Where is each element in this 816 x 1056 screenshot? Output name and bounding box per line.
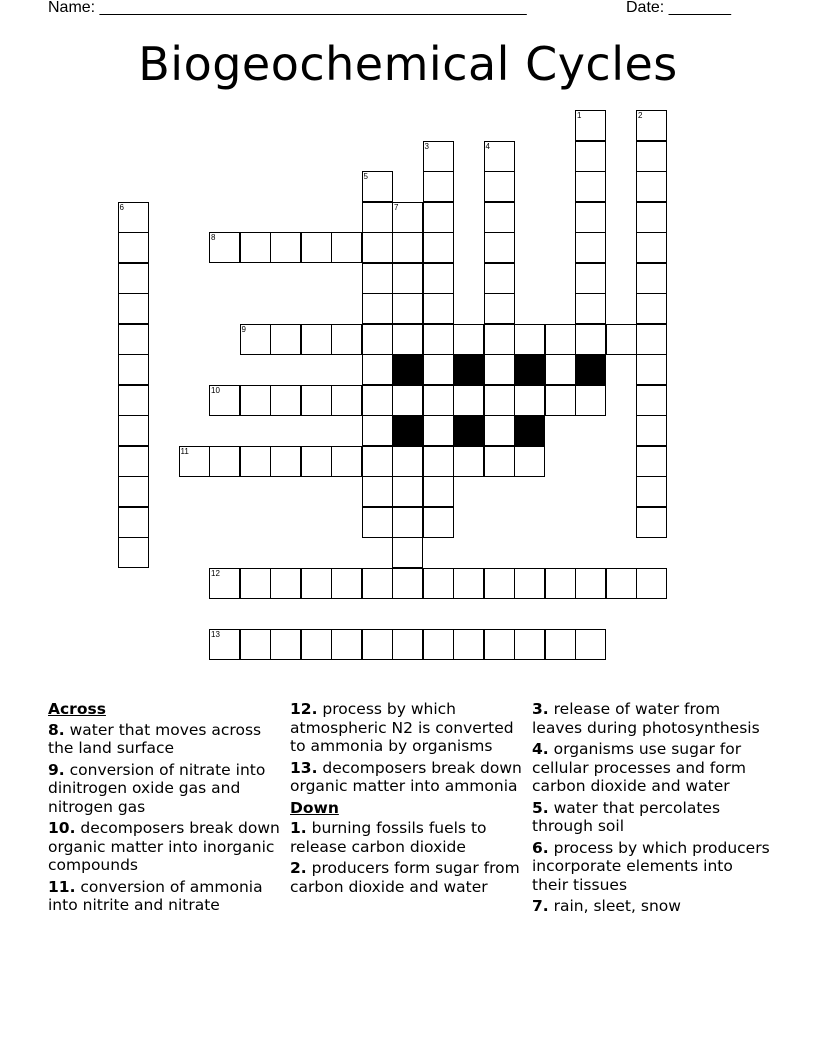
grid-cell[interactable] <box>606 568 637 599</box>
black-cell <box>514 415 545 446</box>
grid-cell[interactable] <box>636 232 667 263</box>
grid-cell[interactable] <box>636 293 667 324</box>
clue-column-1 <box>48 700 280 918</box>
grid-cell[interactable] <box>636 446 667 477</box>
grid-cell[interactable] <box>270 568 301 599</box>
grid-cell[interactable] <box>179 446 210 477</box>
grid-cell[interactable] <box>575 263 606 294</box>
grid-cell[interactable] <box>362 202 393 233</box>
grid-cell[interactable] <box>118 293 149 324</box>
grid-cell[interactable] <box>331 446 362 477</box>
clue-number: 10 <box>211 385 220 395</box>
grid-cell[interactable] <box>514 568 545 599</box>
grid-cell[interactable] <box>270 324 301 355</box>
grid-cell[interactable] <box>636 354 667 385</box>
grid-cell[interactable] <box>484 385 515 416</box>
grid-cell[interactable] <box>636 324 667 355</box>
grid-cell[interactable] <box>209 385 240 416</box>
grid-cell[interactable] <box>545 385 576 416</box>
grid-cell[interactable] <box>118 415 149 446</box>
grid-cell[interactable] <box>423 476 454 507</box>
page-title: Biogeochemical Cycles <box>138 37 678 91</box>
black-cell <box>453 354 484 385</box>
grid-cell[interactable] <box>423 385 454 416</box>
grid-cell[interactable] <box>423 293 454 324</box>
grid-cell[interactable] <box>636 141 667 172</box>
across-clue-11: 11. conversion of ammonia into nitrite and nitrate <box>48 877 263 914</box>
grid-cell[interactable] <box>453 568 484 599</box>
across-heading: Across <box>48 700 106 718</box>
grid-cell[interactable] <box>118 385 149 416</box>
date-field-label: Date: _______ <box>626 0 731 16</box>
grid-cell[interactable] <box>423 171 454 202</box>
grid-cell[interactable] <box>362 232 393 263</box>
grid-cell[interactable] <box>362 263 393 294</box>
grid-cell[interactable] <box>484 629 515 660</box>
grid-cell[interactable] <box>301 324 332 355</box>
grid-cell[interactable] <box>423 415 454 446</box>
down-clue-4: 4. organisms use sugar for cellular processes and form carbon dioxide and water <box>532 740 746 795</box>
grid-cell[interactable] <box>423 446 454 477</box>
grid-cell[interactable] <box>362 568 393 599</box>
clue-number: 4 <box>485 141 490 151</box>
grid-cell[interactable] <box>301 232 332 263</box>
grid-cell[interactable] <box>423 568 454 599</box>
grid-cell[interactable] <box>118 446 149 477</box>
grid-cell[interactable] <box>118 476 149 507</box>
clue-number: 5 <box>363 172 368 181</box>
clue-number: 2 <box>638 111 643 120</box>
grid-cell[interactable] <box>484 568 515 599</box>
grid-cell[interactable] <box>209 629 240 660</box>
grid-cell[interactable] <box>392 568 423 599</box>
grid-cell[interactable] <box>575 568 606 599</box>
grid-cell[interactable] <box>362 476 393 507</box>
grid-cell[interactable] <box>423 507 454 538</box>
grid-cell[interactable] <box>118 537 149 568</box>
grid-cell[interactable] <box>575 324 606 355</box>
grid-cell[interactable] <box>484 263 515 294</box>
grid-cell[interactable] <box>240 385 271 416</box>
grid-cell[interactable] <box>484 324 515 355</box>
across-clue-10: 10. decomposers break down organic matter into inorganic compounds <box>48 819 280 874</box>
grid-cell[interactable] <box>453 385 484 416</box>
grid-cell[interactable] <box>575 293 606 324</box>
grid-cell[interactable] <box>575 629 606 660</box>
grid-cell[interactable] <box>423 263 454 294</box>
grid-cell[interactable] <box>362 507 393 538</box>
grid-cell[interactable] <box>392 537 423 568</box>
grid-cell[interactable] <box>392 507 423 538</box>
grid-cell[interactable] <box>240 324 271 355</box>
grid-cell[interactable] <box>484 171 515 202</box>
grid-cell[interactable] <box>514 446 545 477</box>
grid-cell[interactable] <box>301 446 332 477</box>
grid-cell[interactable] <box>270 232 301 263</box>
grid-cell[interactable] <box>423 324 454 355</box>
across-clue-13: 13. decomposers break down organic matter into ammonia <box>290 758 522 795</box>
grid-cell[interactable] <box>575 141 606 172</box>
clue-number: 1 <box>577 111 582 120</box>
grid-cell[interactable] <box>545 629 576 660</box>
grid-cell[interactable] <box>362 354 393 385</box>
grid-cell[interactable] <box>270 385 301 416</box>
grid-cell[interactable] <box>636 385 667 416</box>
grid-cell[interactable] <box>392 446 423 477</box>
grid-cell[interactable] <box>118 354 149 385</box>
grid-cell[interactable] <box>636 568 667 599</box>
grid-cell[interactable] <box>331 324 362 355</box>
grid-cell[interactable] <box>484 141 515 172</box>
grid-cell[interactable] <box>453 324 484 355</box>
grid-cell[interactable] <box>118 324 149 355</box>
grid-cell[interactable] <box>423 629 454 660</box>
clue-number: 8 <box>211 233 216 242</box>
grid-cell[interactable] <box>362 324 393 355</box>
grid-cell[interactable] <box>423 141 454 172</box>
grid-cell[interactable] <box>636 202 667 233</box>
grid-cell[interactable] <box>514 324 545 355</box>
grid-cell[interactable] <box>545 354 576 385</box>
grid-cell[interactable] <box>240 232 271 263</box>
across-clue-9: 9. conversion of nitrate into dinitrogen oxide gas and nitrogen gas <box>48 760 266 816</box>
grid-cell[interactable] <box>392 324 423 355</box>
grid-cell[interactable] <box>453 629 484 660</box>
grid-cell[interactable] <box>545 568 576 599</box>
grid-cell[interactable] <box>392 476 423 507</box>
grid-cell[interactable] <box>636 507 667 538</box>
grid-cell[interactable] <box>301 385 332 416</box>
grid-cell[interactable] <box>514 385 545 416</box>
grid-cell[interactable] <box>362 293 393 324</box>
grid-cell[interactable] <box>423 354 454 385</box>
name-field-label: Name: ________________________________________________ <box>48 0 527 16</box>
grid-cell[interactable] <box>484 415 515 446</box>
black-cell <box>575 354 606 385</box>
clue-column-3 <box>532 700 772 919</box>
grid-cell[interactable] <box>362 385 393 416</box>
grid-cell[interactable] <box>636 415 667 446</box>
grid-cell[interactable] <box>636 263 667 294</box>
grid-cell[interactable] <box>575 110 606 141</box>
grid-cell[interactable] <box>331 385 362 416</box>
grid-cell[interactable] <box>423 232 454 263</box>
down-clue-5: 5. water that percolates through soil <box>532 798 721 835</box>
grid-cell[interactable] <box>484 293 515 324</box>
grid-cell[interactable] <box>392 293 423 324</box>
grid-cell[interactable] <box>575 171 606 202</box>
grid-cell[interactable] <box>453 446 484 477</box>
grid-cell[interactable] <box>606 324 637 355</box>
grid-cell[interactable] <box>209 232 240 263</box>
grid-cell[interactable] <box>118 263 149 294</box>
clue-column-2 <box>290 700 522 899</box>
grid-cell[interactable] <box>484 354 515 385</box>
clue-number: 11 <box>180 446 189 456</box>
grid-cell[interactable] <box>362 415 393 446</box>
down-clue-1: 1. burning fossils fuels to release carbon dioxide <box>290 819 487 856</box>
grid-cell[interactable] <box>636 110 667 141</box>
grid-cell[interactable] <box>423 202 454 233</box>
down-clue-6: 6. process by which producers incorporate elements into their tissues <box>532 838 770 894</box>
clue-number: 13 <box>211 629 220 639</box>
grid-cell[interactable] <box>209 446 240 477</box>
grid-cell[interactable] <box>362 171 393 202</box>
grid-cell[interactable] <box>362 446 393 477</box>
grid-cell[interactable] <box>301 568 332 599</box>
grid-cell[interactable] <box>240 568 271 599</box>
grid-cell[interactable] <box>392 263 423 294</box>
grid-cell[interactable] <box>209 568 240 599</box>
grid-cell[interactable] <box>575 385 606 416</box>
grid-cell[interactable] <box>484 446 515 477</box>
grid-cell[interactable] <box>118 202 149 233</box>
grid-cell[interactable] <box>636 171 667 202</box>
clue-number: 12 <box>211 568 220 578</box>
down-clue-7: 7. rain, sleet, snow <box>532 897 681 915</box>
black-cell <box>514 354 545 385</box>
grid-cell[interactable] <box>575 232 606 263</box>
down-clue-2: 2. producers form sugar from carbon dioxide and water <box>290 859 520 896</box>
grid-cell[interactable] <box>575 202 606 233</box>
clue-number: 3 <box>424 141 429 151</box>
grid-cell[interactable] <box>484 202 515 233</box>
grid-cell[interactable] <box>331 568 362 599</box>
grid-cell[interactable] <box>392 232 423 263</box>
down-clue-3: 3. release of water from leaves during photosynthesis <box>532 700 760 737</box>
grid-cell[interactable] <box>118 232 149 263</box>
across-clue-12: 12. process by which atmospheric N2 is converted to ammonia by organisms <box>290 700 514 755</box>
across-clue-8: 8. water that moves across the land surface <box>48 720 262 757</box>
down-heading: Down <box>290 798 339 817</box>
clue-number: 9 <box>241 324 246 334</box>
grid-cell[interactable] <box>362 629 393 660</box>
grid-cell[interactable] <box>392 385 423 416</box>
grid-cell[interactable] <box>240 629 271 660</box>
black-cell <box>453 415 484 446</box>
grid-cell[interactable] <box>118 507 149 538</box>
grid-cell[interactable] <box>484 232 515 263</box>
grid-cell[interactable] <box>270 446 301 477</box>
grid-cell[interactable] <box>331 629 362 660</box>
grid-cell[interactable] <box>392 629 423 660</box>
clue-number: 7 <box>394 202 399 212</box>
grid-cell[interactable] <box>301 629 332 660</box>
grid-cell[interactable] <box>636 476 667 507</box>
grid-cell[interactable] <box>392 202 423 233</box>
grid-cell[interactable] <box>331 232 362 263</box>
grid-cell[interactable] <box>545 324 576 355</box>
black-cell <box>392 354 423 385</box>
black-cell <box>392 415 423 446</box>
grid-cell[interactable] <box>270 629 301 660</box>
clue-number: 6 <box>119 202 124 212</box>
grid-cell[interactable] <box>240 446 271 477</box>
grid-cell[interactable] <box>514 629 545 660</box>
